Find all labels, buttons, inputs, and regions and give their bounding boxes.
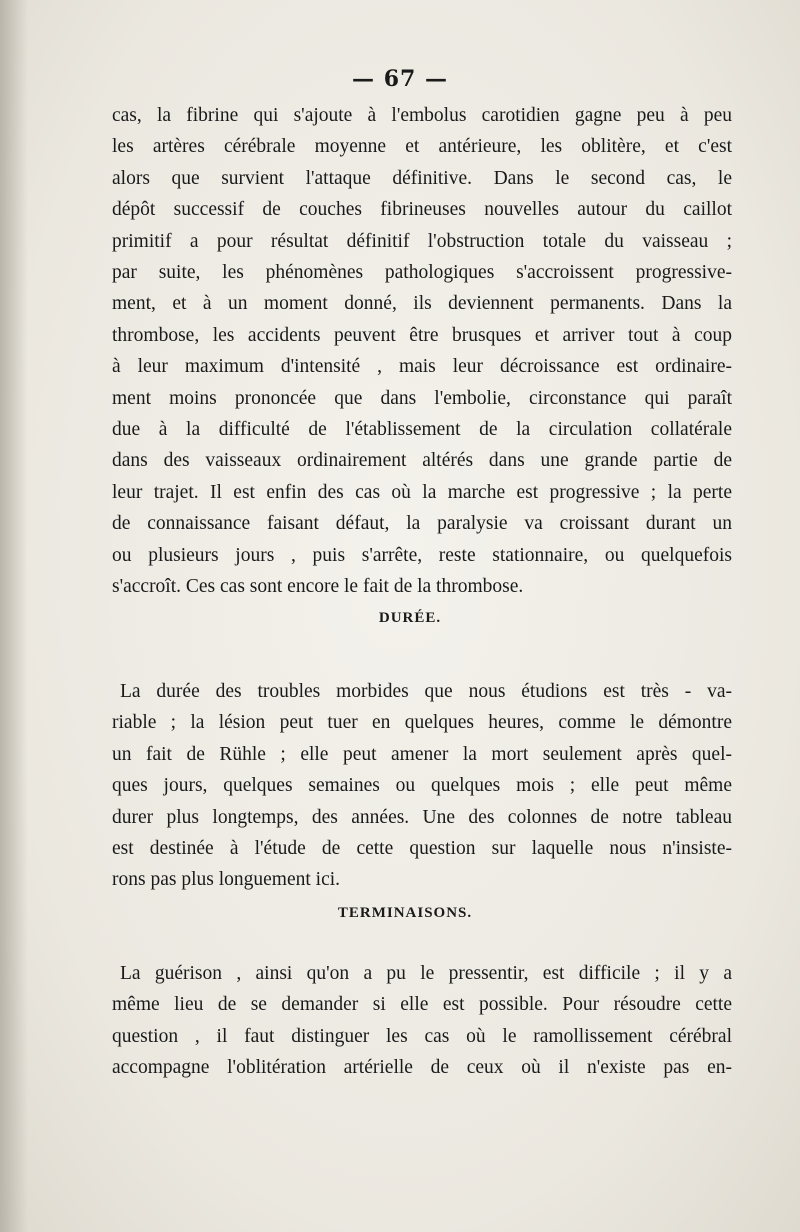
text-line: cas, la fibrine qui s'ajoute à l'embolus carotidien gagne peu à peu	[112, 105, 732, 126]
paragraph-terminaisons	[112, 958, 732, 1084]
text-line: ou plusieurs jours , puis s'arrête, reste stationnaire, ou quelquefois	[112, 544, 732, 566]
text-line: ques jours, quelques semaines ou quelques mois ; elle peut même	[112, 775, 732, 797]
text-line: dans des vaisseaux ordinairement altérés dans une grande partie de	[112, 450, 732, 472]
paragraph-duree	[112, 676, 732, 896]
text-line: un fait de Rühle ; elle peut amener la mort seulement après quel-	[112, 743, 732, 765]
text-line: est destinée à l'étude de cette question sur laquelle nous n'insiste-	[112, 838, 732, 860]
page-number: — 67 —	[352, 66, 448, 92]
text-line: due à la difficulté de l'établissement de la circulation collatérale	[112, 419, 732, 441]
text-line: s'accroît. Ces cas sont encore le fait de la thrombose.	[112, 576, 524, 598]
paragraph-continuation	[112, 100, 732, 603]
text-line: primitif a pour résultat définitif l'obstruction totale du vaisseau ;	[112, 230, 732, 252]
section-heading-duree: DURÉE.	[378, 610, 442, 626]
text-line: alors que survient l'attaque définitive. Dans le second cas, le	[112, 167, 732, 189]
text-line: accompagne l'oblitération artérielle de ceux où il n'existe pas en-	[112, 1057, 732, 1079]
text-line: ment moins prononcée que dans l'embolie, circonstance qui paraît	[112, 387, 732, 409]
text-line: rons pas plus longuement ici.	[112, 869, 341, 891]
text-line: dépôt successif de couches fibrineuses nouvelles autour du caillot	[112, 199, 732, 221]
text-line: leur trajet. Il est enfin des cas où la marche est progressive ; la perte	[112, 481, 732, 503]
text-line: question , il faut distinguer les cas où le ramollissement cérébral	[112, 1025, 732, 1047]
text-line: à leur maximum d'intensité , mais leur décroissance est ordinaire-	[112, 356, 732, 378]
text-line: de connaissance faisant défaut, la paralysie va croissant durant un	[112, 513, 732, 535]
text-line: les artères cérébrale moyenne et antérieure, les oblitère, et c'est	[112, 136, 732, 158]
text-line: ment, et à un moment donné, ils deviennent permanents. Dans la	[112, 293, 732, 315]
text-line: durer plus longtemps, des années. Une des colonnes de notre tableau	[112, 806, 732, 828]
section-heading-terminaisons: TERMINAISONS.	[337, 905, 473, 921]
text-line: thrombose, les accidents peuvent être brusques et arriver tout à coup	[112, 324, 732, 346]
text-line: La guérison , ainsi qu'on a pu le pressentir, est difficile ; il y a	[120, 963, 732, 984]
text-line: riable ; la lésion peut tuer en quelques heures, comme le démontre	[112, 712, 732, 734]
text-line: La durée des troubles morbides que nous étudions est très - va-	[120, 681, 732, 702]
text-line: même lieu de se demander si elle est possible. Pour résoudre cette	[112, 994, 732, 1016]
text-line: par suite, les phénomènes pathologiques s'accroissent progressive-	[112, 262, 732, 284]
